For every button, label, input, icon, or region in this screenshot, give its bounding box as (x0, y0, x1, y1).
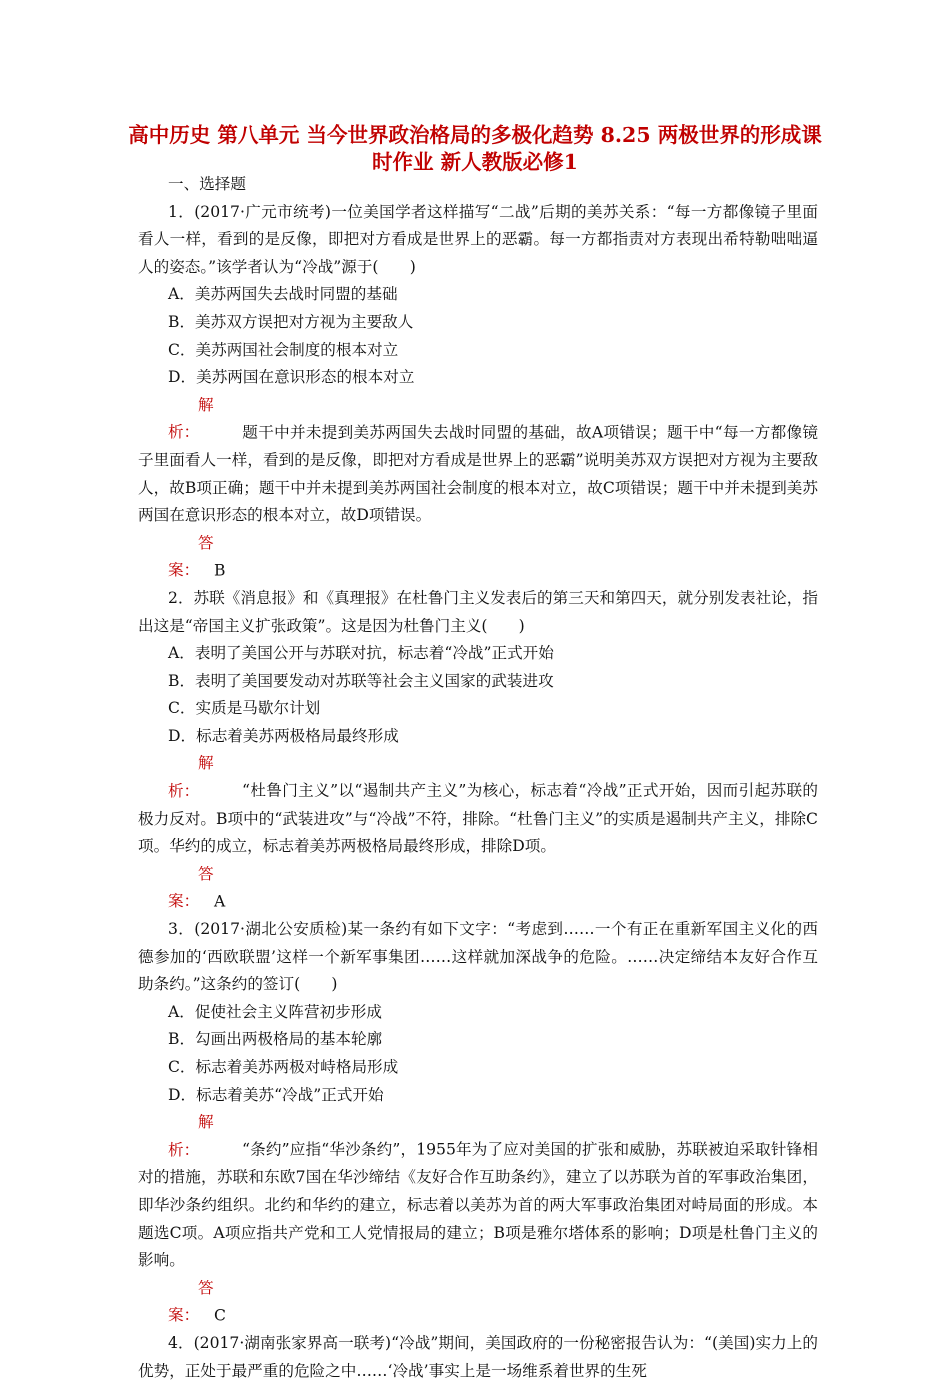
option-c: C．标志着美苏两极对峙格局形成 (168, 1058, 399, 1076)
answer (138, 530, 818, 585)
option-c: C．实质是马歇尔计划 (168, 699, 321, 718)
analysis-text: 题干中并未提到美苏两国失去战时同盟的基础，故A项错误；题干中“每一方都像镜子里面看人一样，看到的是反像，即把对方看成是世界上的恶霸”说明美苏双方误把对方视为主要敌人，故B项正确；题干中并未提到美苏两国社会制度的根本对立，故C项错误；题干中并未提到美苏两国在意识形态的根本对立，故D项错误。 (138, 423, 818, 525)
analysis-text: “条约”应指“华沙条约”，1955年为了应对美国的扩张和威胁，苏联被迫采取针锋相对的措施，苏联和东欧7国在华沙缔结《友好合作互助条约》，建立了以苏联为首的军事政治集团，即华沙条约组织。北约和华约的建立，标志着以美苏为首的两大军事政治集团对峙局面的形成。本题选C项。A项应指共产党和工人党情报局的建立；B项是雅尔塔体系的影响；D项是杜鲁门主义的影响。 (138, 1140, 818, 1270)
section-heading: 一、选择题 (168, 175, 246, 193)
answer-value: C (214, 1306, 226, 1325)
answer-value: B (214, 561, 226, 580)
document-body (138, 171, 818, 1385)
analysis-label: 解析： (168, 395, 214, 442)
option-a: A．表明了美国公开与苏联对抗，标志着“冷战”正式开始 (168, 644, 554, 663)
analysis (138, 392, 818, 530)
answer-label: 答案： (168, 1278, 214, 1325)
analysis (138, 1109, 818, 1275)
answer (138, 1275, 818, 1330)
option-b: B．勾画出两极格局的基本轮廓 (168, 1030, 383, 1049)
document-title: 高中历史 第八单元 当今世界政治格局的多极化趋势 8.25 两极世界的形成课时作业 新人教版必修1 (128, 123, 822, 174)
question-stem: 4．(2017·湖南张家界高一联考)“冷战”期间，美国政府的一份秘密报告认为：“(美国)实力上的优势，正处于最严重的危险之中……‘冷战’事实上是一场维系着世界的生死 (138, 1333, 818, 1380)
option-c: C．美苏两国社会制度的根本对立 (168, 340, 399, 359)
option-b: B．美苏双方误把对方视为主要敌人 (168, 312, 414, 331)
answer-label: 答案： (168, 533, 214, 580)
answer-label: 答案： (168, 864, 214, 911)
question-stem: 2．苏联《消息报》和《真理报》在杜鲁门主义发表后的第三天和第四天，就分别发表社论，指出这是“帝国主义扩张政策”。这是因为杜鲁门主义( ) (138, 588, 818, 635)
analysis-label: 解析： (168, 1113, 214, 1159)
question-stem: 1．(2017·广元市统考)一位美国学者这样描写“二战”后期的美苏关系：“每一方都像镜子里面看人一样，看到的是反像，即把对方看成是世界上的恶霸。每一方都指责对方表现出希特勒咄咄逼人的姿态。”该学者认为“冷战”源于( ) (138, 202, 818, 276)
answer-value: A (214, 892, 226, 911)
analysis (138, 750, 818, 860)
option-d: D．标志着美苏两极格局最终形成 (168, 726, 399, 745)
option-a: A．美苏两国失去战时同盟的基础 (168, 285, 398, 304)
analysis-text: “杜鲁门主义”以“遏制共产主义”为核心，标志着“冷战”正式开始，因而引起苏联的极力反对。B项中的“武装进攻”与“冷战”不符，排除。“杜鲁门主义”的实质是遏制共产主义，排除C项。华约的成立，标志着美苏两极格局最终形成，排除D项。 (138, 782, 818, 856)
question-stem: 3．(2017·湖北公安质检)某一条约有如下文字：“考虑到……一个有正在重新军国主义化的西德参加的‘西欧联盟’这样一个新军事集团……这样就加深战争的危险。……决定缔结本友好合作互助条约。”这条约的签订( ) (138, 920, 818, 994)
option-d: D．标志着美苏“冷战”正式开始 (168, 1085, 384, 1104)
analysis-label: 解析： (168, 754, 214, 801)
answer (138, 861, 818, 916)
option-b: B．表明了美国要发动对苏联等社会主义国家的武装进攻 (168, 671, 554, 690)
option-a: A．促使社会主义阵营初步形成 (168, 1002, 382, 1021)
option-d: D．美苏两国在意识形态的根本对立 (168, 368, 415, 387)
